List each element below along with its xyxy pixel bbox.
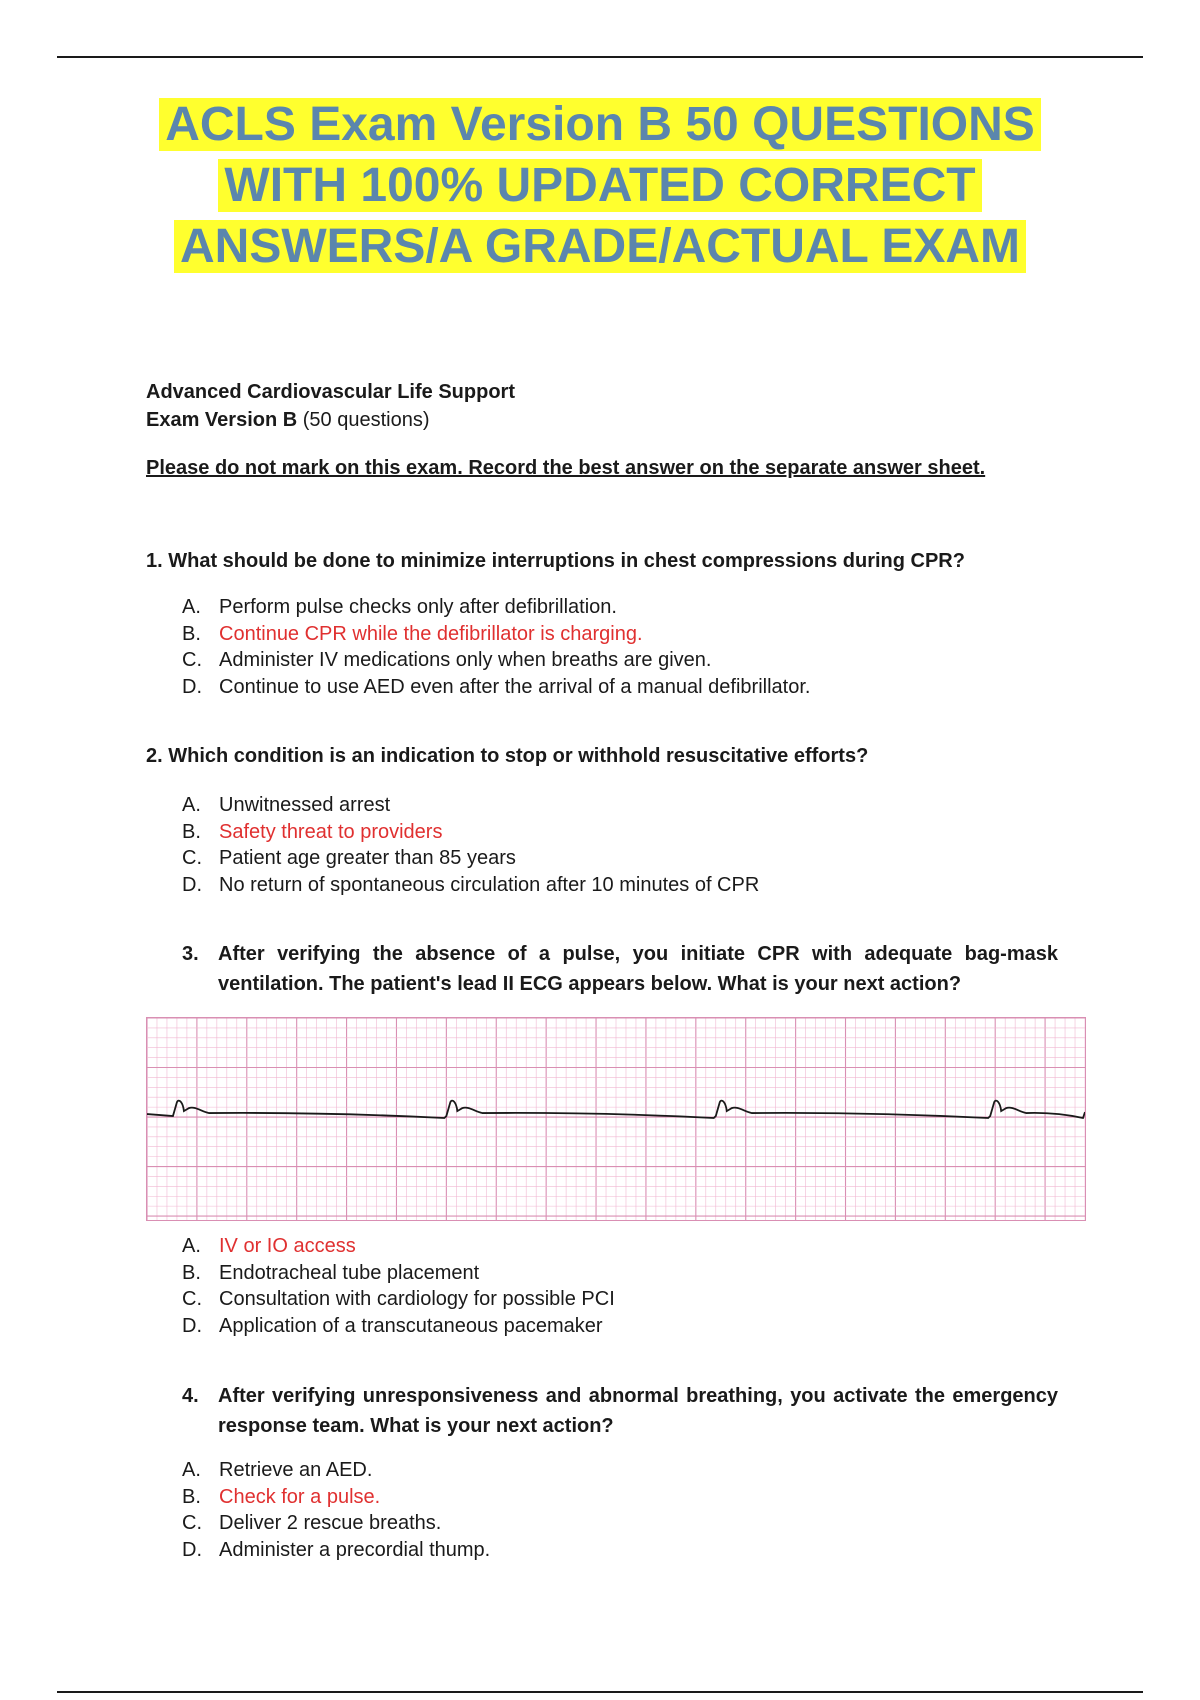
correct-answer: IV or IO access — [219, 1235, 356, 1257]
options-question-1 — [182, 594, 810, 700]
question-text: What should be done to minimize interruptions in chest compressions during CPR? — [168, 550, 965, 572]
correct-answer: Continue CPR while the defibrillator is charging. — [219, 622, 643, 645]
question-2 — [146, 741, 1066, 771]
correct-answer: Safety threat to providers — [219, 820, 443, 843]
option-a: A. Unwitnessed arrest — [182, 794, 391, 816]
option-b: B. Continue CPR while the defibrillator is charging. — [182, 622, 643, 645]
question-text: After verifying unresponsiveness and abnormal breathing, you activate the emergency response team. What is your next action? — [218, 1385, 1058, 1437]
top-rule — [57, 56, 1143, 58]
question-number: 4. — [182, 1385, 199, 1407]
option-a: A. Retrieve an AED. — [182, 1459, 373, 1481]
title-line-1: ACLS Exam Version B 50 QUESTIONS — [159, 98, 1041, 151]
ecg-strip-lead-ii — [146, 1017, 1086, 1221]
title-line-3: ANSWERS/A GRADE/ACTUAL EXAM — [174, 220, 1026, 273]
options-question-4 — [182, 1457, 490, 1563]
option-d: D. Administer a precordial thump. — [182, 1538, 491, 1561]
options-question-3 — [182, 1233, 615, 1339]
option-d: D. No return of spontaneous circulation after 10 minutes of CPR — [182, 873, 760, 896]
option-b: B. Endotracheal tube placement — [182, 1261, 480, 1284]
ecg-grid — [147, 1018, 1085, 1220]
question-number: 2. — [146, 745, 163, 767]
question-text: Which condition is an indication to stop or withhold resuscitative efforts? — [168, 745, 869, 767]
version-label: Exam Version B — [146, 409, 298, 431]
question-4 — [182, 1381, 1062, 1441]
bottom-rule — [57, 1691, 1143, 1693]
option-b: B. Safety threat to providers — [182, 820, 443, 843]
course-name: Advanced Cardiovascular Life Support — [146, 381, 515, 403]
exam-intro — [146, 378, 515, 434]
exam-version — [146, 406, 515, 434]
option-c: C. Administer IV medications only when breaths are given. — [182, 649, 712, 671]
question-number: 3. — [182, 943, 199, 965]
question-3 — [182, 939, 1062, 999]
document-title — [100, 94, 1100, 277]
option-c: C. Consultation with cardiology for possible PCI — [182, 1288, 615, 1310]
title-line-2: WITH 100% UPDATED CORRECT — [218, 159, 981, 212]
option-c: C. Patient age greater than 85 years — [182, 847, 516, 869]
option-a: A. IV or IO access — [182, 1235, 356, 1257]
question-text: After verifying the absence of a pulse, you initiate CPR with adequate bag-mask ventilation. The patient's lead II ECG appears below. What is your next action? — [218, 943, 1058, 995]
correct-answer: Check for a pulse. — [219, 1485, 381, 1508]
exam-notice: Please do not mark on this exam. Record the best answer on the separate answer sheet. — [146, 457, 986, 479]
option-b: B. Check for a pulse. — [182, 1485, 381, 1508]
version-count: (50 questions) — [302, 409, 430, 431]
option-d: D. Application of a transcutaneous pacemaker — [182, 1314, 603, 1337]
option-d: D. Continue to use AED even after the arrival of a manual defibrillator. — [182, 675, 811, 698]
question-1 — [146, 546, 1066, 576]
question-number: 1. — [146, 550, 163, 572]
option-c: C. Deliver 2 rescue breaths. — [182, 1512, 442, 1534]
options-question-2 — [182, 792, 759, 898]
option-a: A. Perform pulse checks only after defibrillation. — [182, 596, 617, 618]
